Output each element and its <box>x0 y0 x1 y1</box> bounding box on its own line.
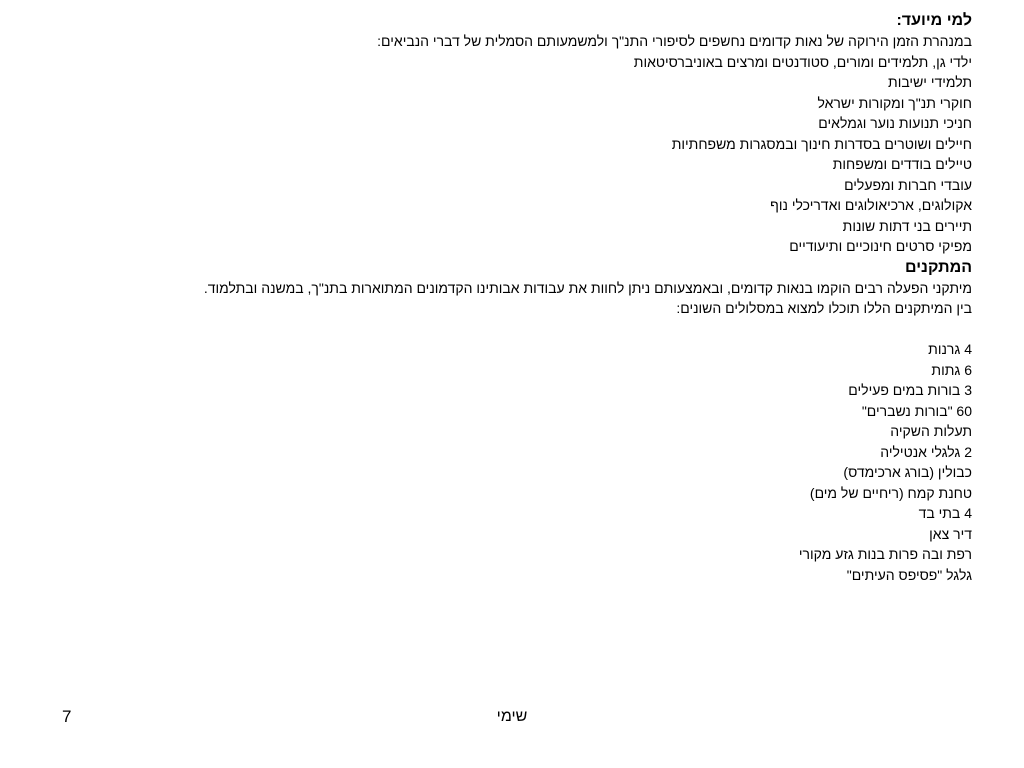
page-number: 7 <box>62 707 72 726</box>
list-item: 4 גרנות <box>928 341 972 357</box>
facilities-intro-2: בין המיתקנים הללו תוכלו למצוא במסלולים השונים: <box>676 300 972 316</box>
list-item: טיילים בודדים ומשפחות <box>832 156 972 172</box>
facilities-heading: המתקנים <box>905 258 972 276</box>
facilities-list <box>32 339 972 585</box>
audience-heading: למי מיועד: <box>896 12 972 29</box>
list-item: גלגל "פסיפס העיתים" <box>846 566 972 583</box>
list-item: 60 "בורות נשברים" <box>861 402 972 419</box>
facilities-intro: מיתקני הפעלה רבים הוקמו בנאות קדומים, ובאמצעותם ניתן לחוות את עבודות אבותינו הקדמונים המתוארות בתנ"ך, במשנה ובתלמוד. <box>203 279 972 296</box>
list-item: 4 בתי בד <box>918 505 972 521</box>
list-item: מפיקי סרטים חינוכיים ותיעודיים <box>789 238 972 254</box>
blank-line <box>32 319 972 340</box>
list-item: תעלות השקיה <box>890 423 972 439</box>
list-item: כבולין (בורג ארכימדס) <box>843 464 972 480</box>
list-item: רפת ובה פרות בנות גזע מקורי <box>798 546 972 562</box>
list-item: 3 בורות במים פעילים <box>848 382 972 398</box>
list-item: תלמידי ישיבות <box>888 74 972 90</box>
list-item: תיירים בני דתות שונות <box>842 217 972 234</box>
list-item: אקולוגים, ארכיאולוגים ואדריכלי נוף <box>770 197 972 213</box>
list-item: חוקרי תנ"ך ומקורות ישראל <box>817 94 972 111</box>
list-item: דיר צאן <box>929 525 972 542</box>
list-item: ילדי גן, תלמידים ומורים, סטודנטים ומרצים באוניברסיטאות <box>633 53 972 70</box>
list-item: 2 גלגלי אנטיליה <box>880 443 972 460</box>
list-item: חיילים ושוטרים בסדרות חינוך ובמסגרות משפחתיות <box>671 135 972 152</box>
list-item: 6 גתות <box>931 361 972 378</box>
footer-name: שימי <box>496 708 528 725</box>
list-item: טחנת קמח (ריחיים של מים) <box>809 484 972 501</box>
list-item: עובדי חברות ומפעלים <box>844 176 972 193</box>
audience-list <box>32 52 972 257</box>
document-body <box>32 10 972 585</box>
audience-intro: במנהרת הזמן הירוקה של נאות קדומים נחשפים לסיפורי התנ"ך ולמשמעותם הסמלית של דברי הנביאים: <box>377 33 972 49</box>
list-item: חניכי תנועות נוער וגמלאים <box>818 115 972 131</box>
